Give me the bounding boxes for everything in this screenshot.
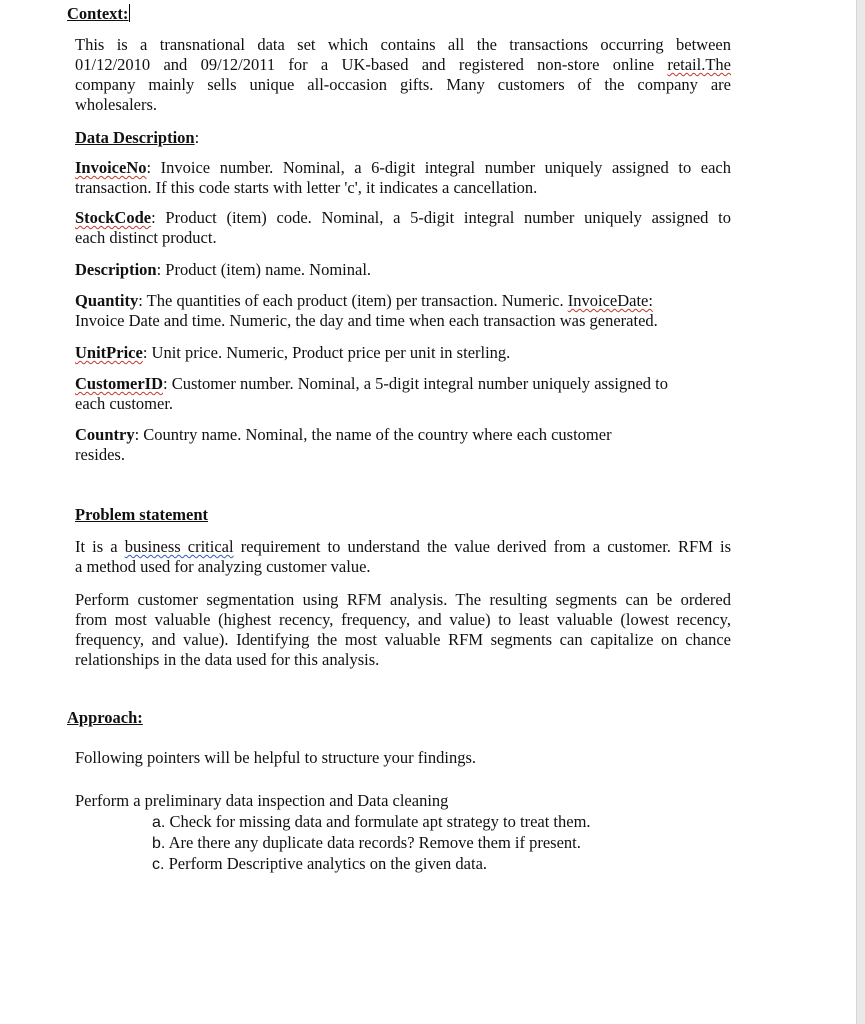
list-item: c. Perform Descriptive analytics on the given data.: [152, 854, 488, 873]
context-line-2: 01/12/2010 and 09/12/2011 for a UK-based and registered non-store online retail.The: [75, 55, 731, 74]
context-line-1: This is a transnational data set which contains all the transactions occurring between: [75, 35, 731, 54]
text-cursor: [129, 4, 130, 22]
field-stock-code: StockCode: Product (item) code. Nominal, a 5-digit integral number uniquely assigned to each distinct product.: [75, 208, 731, 247]
field-unit-price: UnitPrice: Unit price. Numeric, Product price per unit in sterling.: [75, 343, 511, 362]
approach-heading: Approach:: [67, 708, 143, 727]
field-description: Description: Product (item) name. Nominal.: [75, 260, 372, 279]
field-name-invoice-date: InvoiceDate:: [567, 291, 653, 310]
field-invoice-no: InvoiceNo: Invoice number. Nominal, a 6-digit integral number uniquely assigned to each transaction. If this code starts with letter 'c', it indicates a cancellation.: [75, 158, 731, 197]
field-customer-id: CustomerID: Customer number. Nominal, a 5-digit integral number uniquely assigned to each customer.: [75, 374, 668, 413]
problem-statement-heading: Problem statement: [75, 505, 209, 524]
approach-checklist: [152, 812, 591, 875]
spelling-flag: retail.The: [667, 55, 731, 74]
grammar-flag: business critical: [124, 537, 234, 556]
field-name: StockCode: [75, 208, 152, 227]
problem-paragraph-1: It is a business critical requirement to understand the value derived from a customer. RFM is a method used for analyzing customer value.: [75, 537, 731, 576]
field-country: Country: Country name. Nominal, the name of the country where each customer resides.: [75, 425, 612, 464]
context-line-4: wholesalers.: [75, 95, 158, 114]
field-name: UnitPrice: [75, 343, 143, 362]
field-quantity: Quantity: The quantities of each product (item) per transaction. Numeric. InvoiceDate: Invoice Date and time. Numeric, the day and time when each transaction was generated.: [75, 291, 658, 330]
list-item: b. Are there any duplicate data records? Remove them if present.: [152, 833, 581, 852]
field-name: InvoiceNo: [75, 158, 147, 177]
list-item: a. Check for missing data and formulate apt strategy to treat them.: [152, 812, 591, 831]
approach-step-title: Perform a preliminary data inspection and Data cleaning: [75, 791, 449, 810]
problem-paragraph-2: Perform customer segmentation using RFM analysis. The resulting segments can be ordered from most valuable (highest recency, frequency, and value) to least valuable (lowest recency, frequency, and value). Identifying the most valuable RFM segments can capitalize on chance relationships in the data used for this analysis.: [75, 590, 731, 669]
data-description-heading: Data Description:: [75, 128, 200, 147]
context-heading: Context:: [67, 4, 129, 23]
approach-intro: Following pointers will be helpful to structure your findings.: [75, 748, 476, 767]
context-paragraph: [75, 35, 731, 115]
context-line-3: company mainly sells unique all-occasion gifts. Many customers of the company are: [75, 75, 731, 94]
field-name: Quantity: [75, 291, 139, 310]
page-edge: [856, 0, 865, 1024]
field-name: Country: [75, 425, 135, 444]
field-name: Description: [75, 260, 157, 279]
field-name: CustomerID: [75, 374, 163, 393]
